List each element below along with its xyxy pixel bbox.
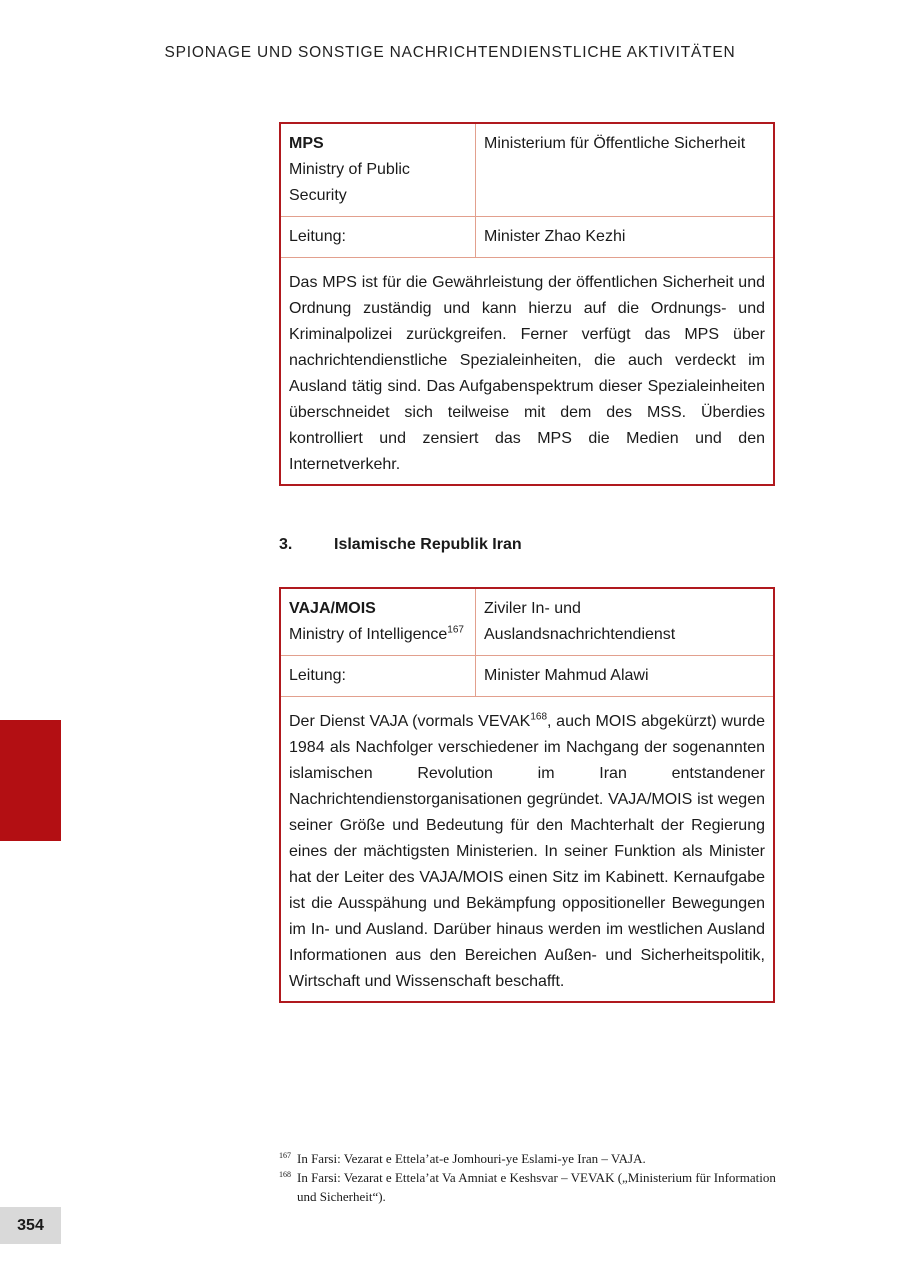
footnote-mark: 168 xyxy=(279,1170,291,1179)
footnote-ref-167[interactable]: 167 xyxy=(447,624,464,636)
page-number: 354 xyxy=(0,1207,61,1244)
vaja-description xyxy=(280,697,774,1003)
vaja-desc-part2: , auch MOIS abgekürzt) wurde 1984 als Nachfolger verschiedener im Nachgang der sogenannten islamischen Revolution im Iran entstandener Nachrichtendienstorganisationen gegründet. VAJA/MOIS ist wegen seiner Größe und Bedeutung für den Machterhalt der Regierung eines der mächtigsten Ministerien. In seiner Funktion als Minister hat der Leiter des VAJA/MOIS einen Sitz im Kabinett. Kernaufgabe ist die Ausspähung und Bekämpfung oppositioneller Bewegungen im In- und Ausland. Darüber hinaus werden im westlichen Ausland Informationen aus den Bereichen Außen- und Sicherheitspolitik, Wirtschaft und Wissenschaft beschafft. xyxy=(289,713,765,990)
footnote-ref-168[interactable]: 168 xyxy=(530,711,548,723)
mps-name-cell xyxy=(280,123,476,217)
section-title: Islamische Republik Iran xyxy=(334,536,522,553)
vaja-name: Ministry of Intelligence xyxy=(289,626,448,643)
section-number: 3. xyxy=(279,536,293,553)
vaja-table xyxy=(279,587,775,1003)
running-head: SPIONAGE UND SONSTIGE NACHRICHTENDIENSTLICHE AKTIVITÄTEN xyxy=(164,44,736,61)
vaja-lead-label: Leitung: xyxy=(280,656,476,697)
vaja-desc-part1: Der Dienst VAJA (vormals VEVAK xyxy=(289,713,531,730)
mps-lead-value: Minister Zhao Kezhi xyxy=(476,217,775,258)
footnote-167 xyxy=(279,1149,779,1168)
mps-lead-label: Leitung: xyxy=(280,217,476,258)
vaja-lead-value: Minister Mahmud Alawi xyxy=(476,656,775,697)
footnote-text: In Farsi: Vezarat e Ettela’at Va Amniat e Keshsvar – VEVAK („Ministerium für Information und Sicherheit“). xyxy=(297,1170,776,1204)
footnote-text: In Farsi: Vezarat e Ettela’at-e Jomhouri-ye Eslami-ye Iran – VAJA. xyxy=(297,1151,646,1166)
mps-abbr: MPS xyxy=(289,135,324,152)
footnote-168 xyxy=(279,1168,779,1206)
vaja-name-de: Ziviler In- und Auslandsnachrichtendienst xyxy=(476,588,775,656)
footnote-mark: 167 xyxy=(279,1151,291,1160)
section-heading xyxy=(279,536,522,554)
mps-name-de: Ministerium für Öffentliche Sicherheit xyxy=(476,123,775,217)
chapter-side-tab xyxy=(0,720,61,841)
mps-table xyxy=(279,122,775,486)
vaja-abbr: VAJA/MOIS xyxy=(289,600,376,617)
mps-description: Das MPS ist für die Gewährleistung der öffentlichen Sicherheit und Ordnung zuständig und kann hierzu auf die Ordnungs- und Kriminalpolizei zurückgreifen. Ferner verfügt das MPS über nachrichtendienstliche Spezialeinheiten, die auch verdeckt im Ausland tätig sind. Das Aufgabenspektrum dieser Spezialeinheiten überschneidet sich teilweise mit dem des MSS. Überdies kontrolliert und zensiert das MPS die Medien und den Internetverkehr. xyxy=(280,258,774,486)
vaja-name-cell xyxy=(280,588,476,656)
footnotes xyxy=(279,1149,779,1206)
mps-name: Ministry of Public Security xyxy=(289,161,410,204)
